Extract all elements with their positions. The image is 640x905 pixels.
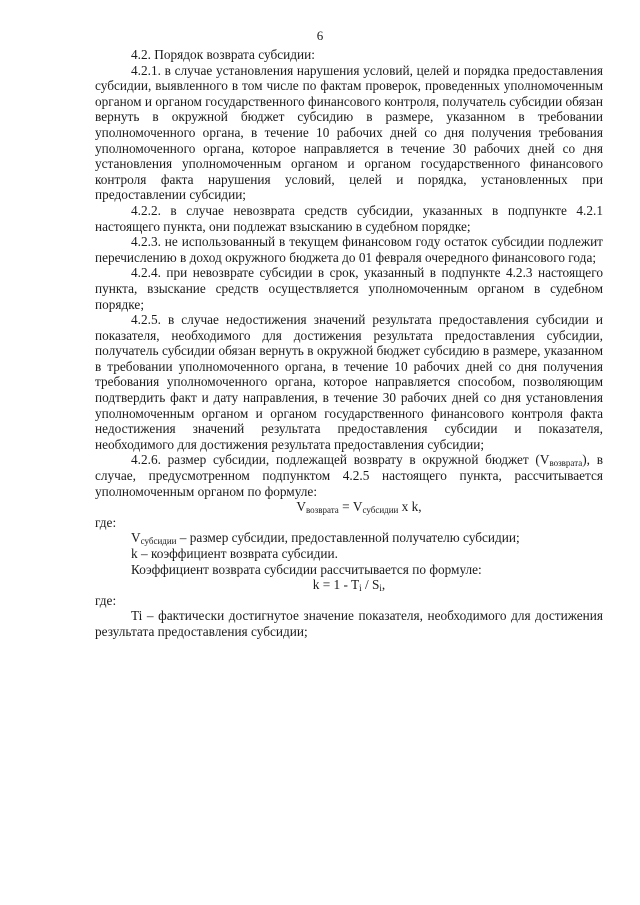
paragraph-4-2-4: 4.2.4. при невозврате субсидии в срок, указанный в подпункте 4.2.3 настоящего пункта, взыскание средств осуществляется уполномоченным органом в судебном порядке; [95,265,603,312]
definition-ti: Ti – фактически достигнутое значение показателя, необходимого для достижения результата предоставления субсидии; [95,608,603,639]
formula2-mid: / S [361,577,380,593]
definition-v-text: – размер субсидии, предоставленной получателю субсидии; [176,530,520,546]
paragraph-4-2-6-end: ), в случае, предусмотренном подпунктом 4.2.5 настоящего пункта, рассчитывается уполномоченным органом по формуле: [95,452,603,499]
definition-v-subsidy [131,530,603,546]
paragraph-4-2-5: 4.2.5. в случае недостижения значений результата предоставления субсидии и показателя, необходимого для достижения результата предоставления субсидии, получатель субсидии обязан вернуть в окружной бюджет субсидию в размере, указанном в требовании уполномоченного органа, в течение 10 рабочих дней со дня получения требования уполномоченного органа, которое направляется способом, позволяющим подтвердить факт и дату направления, в течение 30 рабочих дней со дня установления уполномоченным органом и органом государственного финансового контроля факта недостижения значений результата предоставления субсидии и показателя, необходимого для достижения результата предоставления субсидии; [95,312,603,452]
section-heading: 4.2. Порядок возврата субсидии: [131,47,315,62]
paragraph-4-2-3: 4.2.3. не использованный в текущем финансовом году остаток субсидии подлежит перечислению в доход окружного бюджета до 01 февраля очередного финансового года; [95,234,603,265]
formula-v: V [296,499,306,515]
formula-tail: x k, [398,499,422,515]
definitions-block-1 [95,530,603,577]
formula-sub-subsidy: субсидии [362,505,399,516]
where-label-1: где: [95,514,117,530]
paragraph-4-2-6-subscript: возврата [549,458,583,469]
definition-v-symbol: V [131,530,141,546]
formula-sub-return: возврата [305,505,339,516]
where-label-2: где: [95,592,117,608]
formula2-lead: k = 1 - T [312,577,360,593]
definition-v-subscript: субсидии [140,536,177,547]
paragraph-4-2-2: 4.2.2. в случае невозврата средств субсидии, указанных в подпункте 4.2.1 настоящего пункта, они подлежат взысканию в судебном порядке; [95,202,603,234]
document-body [95,47,603,640]
formula-refund-amount [95,499,603,515]
formula-equals: = V [338,499,363,515]
paragraph-4-2-6 [95,452,603,499]
page-number: 6 [316,28,324,43]
paragraph-4-2-1: 4.2.1. в случае установления нарушения условий, целей и порядка предоставления субсидии, выявленного в том числе по фактам проверок, проведенных уполномоченным органом и органом государственного финансового контроля, получатель субсидии обязан вернуть в окружной бюджет субсидию в размере, указанном в требовании уполномоченного органа, в течение 10 рабочих дней со дня получения требования уполномоченного органа, которое направляется в течение 30 рабочих дней со дня установления уполномоченным органом и органом государственного финансового контроля факта нарушения условий, целей и порядка, установленных при предоставлении субсидии; [95,62,604,203]
formula-coefficient [95,577,603,593]
formula2-sub-i1: i [359,583,362,594]
definition-k: k – коэффициент возврата субсидии. [131,546,338,561]
formula2-tail: , [381,577,386,593]
paragraph-4-2-6-start: 4.2.6. размер субсидии, подлежащей возврату в окружной бюджет (V [131,452,550,468]
coefficient-intro: Коэффициент возврата субсидии рассчитывается по формуле: [131,561,482,577]
formula2-sub-i2: i [379,583,382,594]
